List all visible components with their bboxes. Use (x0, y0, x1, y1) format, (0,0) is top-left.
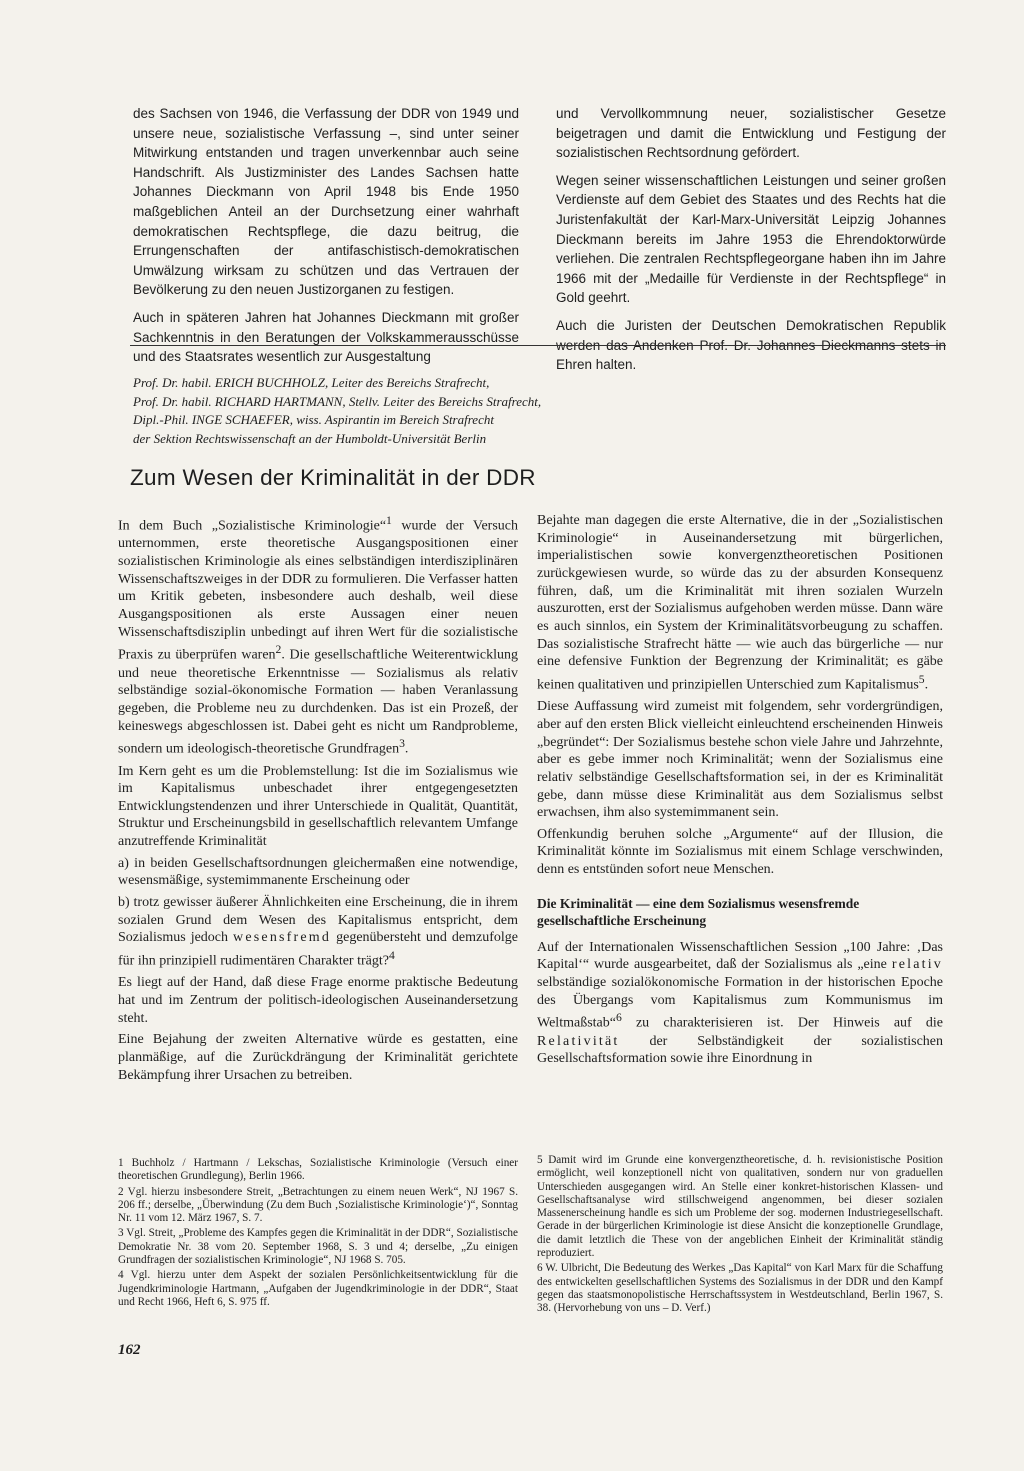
paragraph: In dem Buch „Sozialistische Kriminologie“$^1$ wurde der Versuch unternommen, erste theoretische Ausgangspositionen einer sozialistischen Kriminologie als eines selbständigen interdisziplinären Wissenschaftszweiges in der DDR zu formulieren. Die Verfasser hatten um Kritik gebeten, insbesondere auch deshalb, weil diese Ausgangspositionen als erste Aussagen einer neuen Wissenschaftsdisziplin unbedingt auf ihren Wert für die sozialistische Praxis zu überprüfen waren$^2$. Die gesellschaftliche Weiterentwicklung und neue theoretische Erkenntnisse — Sozialismus als relativ selbständige sozial-ökonomische Formation — haben Veranlassung gegeben, die Probleme neu zu durchdenken. Das ist ein Prozeß, der keineswegs abgeschlossen ist. Dabei geht es nicht um Randprobleme, sondern um ideologisch-theoretische Grundfragen$^3$. (118, 514, 519, 757)
author-line: der Sektion Rechtswissenschaft an der Humboldt-Universität Berlin (133, 431, 487, 447)
footnote-ref: 6 (615, 1011, 622, 1025)
paragraph: a) in beiden Gesellschaftsordnungen gleichermaßen eine notwendige, wesensmäßige, systemimmanente Erscheinung oder (118, 855, 518, 889)
footnote-ref: 3 (399, 737, 405, 751)
emphasized-word: Relativität (537, 1033, 620, 1049)
paragraph: Eine Bejahung der zweiten Alternative würde es gestatten, eine planmäßige, auf die Zurückdrängung der Kriminalität gerichtete Bekämpfung ihrer Ursachen zu betreiben. (118, 1032, 518, 1083)
footnote-ref: 5 (918, 672, 925, 686)
page-number: 162 (118, 1342, 141, 1358)
emphasized-word: relativ (891, 957, 943, 973)
footnotes-left (118, 1157, 518, 1309)
article-left-column (118, 512, 518, 1084)
footnote-ref: 2 (275, 643, 282, 657)
article-title: Zum Wesen der Kriminalität in der DDR (130, 465, 536, 490)
paragraph: Im Kern geht es um die Problemstellung: Ist die im Sozialismus wie im Kapitalismus unbeschadet ihrer entgegengesetzten Entwicklungstendenzen und ihrer Unterschiede in Qualität, Quantität, Struktur und Erscheinungsbild in gesellschaftlich relevantem Umfange anzutreffende Kriminalität (118, 763, 518, 850)
paragraph: b) trotz gewisser äußerer Ähnlichkeiten eine Erscheinung, die in ihrem sozialen Grund dem Wesen des Kapitalismus entspricht, dem Sozialismus jedoch wesensfremd gegenübersteht und demzufolge für ihn prinzipiell rudimentären Charakter trägt?$^4$ (118, 895, 518, 969)
footnote: 3 Vgl. Streit, „Probleme des Kampfes gegen die Kriminalität in der DDR“, Sozialistische Demokratie Nr. 38 vom 20. September 1968, S. 3 und 4; derselbe, „Zu einigen Grundfragen der sozialistischen Kriminologie“, NJ 1968 S. 705. (118, 1227, 518, 1267)
paragraph: Es liegt auf der Hand, daß diese Frage enorme praktische Bedeutung hat und im Zentrum der politisch-ideologischen Auseinandersetzung steht. (118, 975, 518, 1026)
paragraph: und Vervollkommnung neuer, sozialistischer Gesetze beigetragen und damit die Entwicklung und Festigung der sozialistischen Rechtsordnung gefördert. (556, 106, 946, 161)
author-line: Prof. Dr. habil. RICHARD HARTMANN, Stellv. Leiter des Bereichs Strafrecht, (133, 393, 542, 409)
footnote: 5 Damit wird im Grunde eine konvergenztheoretische, d. h. revisionistische Position ermöglicht, weil konzeptionell nicht von qualitativen, sondern nur von graduellen Unterschieden ausgegangen wird. An Stelle einer konkret-historischen Klassen- und Gesellschaftsanalyse wird stillschweigend angenommen, bei dieser sozialen Massenerscheinung handle es sich um Probleme der sog. modernen Industriegesellschaft. Gerade in der bürgerlichen Kriminologie ist diese Ansicht die konzeptionelle Grundlage, die damit letztlich die These von der angeblichen Einheit der Kriminalität ständig reproduziert. (537, 1154, 943, 1260)
footnote: 6 W. Ulbricht, Die Bedeutung des Werkes „Das Kapital“ von Karl Marx für die Schaffung des entwickelten gesellschaftlichen Systems des Sozialismus in der DDR und den Kampf gegen das staatsmonopolistische Herrschaftssystem in Westdeutschland, Berlin 1967, S. 38. (Hervorhebung von uns – D. Verf.) (537, 1262, 943, 1315)
section-divider (130, 345, 946, 346)
author-line: Dipl.-Phil. INGE SCHAEFER, wiss. Aspirantin im Bereich Strafrecht (133, 412, 494, 428)
footnote: 4 Vgl. hierzu unter dem Aspekt der sozialen Persönlichkeitsentwicklung für die Jugendkriminologie Hartmann, „Aufgaben der Jugendkriminologie in der DDR“, Staat und Recht 1966, Heft 6, S. 975 ff. (118, 1269, 518, 1308)
paragraph: Bejahte man dagegen die erste Alternative, die in der „Sozialistischen Kriminologie“ in Auseinandersetzung mit bürgerlichen, imperialistischen sowie konvergenztheoretischen Positionen zurückgewiesen wurde, so würde das zu der absurden Konsequenz führen, daß, um die Kriminalität mit ihren sozialen Wurzeln auszurotten, erst der Sozialismus aufgehoben werden müsse. Dann wäre es auch sinnlos, ein System der Kriminalitätsvorbeugung zu schaffen. Das sozialistische Strafrecht hätte — wie auch das bürgerliche — nur eine defensive Funktion der Begrenzung der Kriminalität; es gäbe keinen qualitativen und prinzipiellen Unterschied zum Kapitalismus$^5$. (537, 513, 943, 693)
author-line: Prof. Dr. habil. ERICH BUCHHOLZ, Leiter des Bereichs Strafrecht, (133, 375, 490, 390)
previous-article-right-column (556, 104, 946, 375)
emphasized-word: wesensfremd (233, 930, 332, 946)
article-right-column (537, 512, 943, 1068)
paragraph: Wegen seiner wissenschaftlichen Leistungen und seiner großen Verdienste auf dem Gebiet des Staates und des Rechts hat die Juristenfakultät der Karl-Marx-Universität Leipzig Johannes Dieckmann bereits im Jahre 1953 die Ehrendoktorwürde verliehen. Die zentralen Rechtspflegeorgane haben ihn im Jahre 1966 mit der „Medaille für Verdienste in der Rechtspflege“ in Gold geehrt. (556, 172, 946, 306)
footnote-ref: 1 (386, 514, 392, 527)
paragraph: Auch in späteren Jahren hat Johannes Dieckmann mit großer Sachkenntnis in den Beratungen der Volkskammerausschüsse und des Staatsrates wesentlich zur Ausgestaltung (133, 309, 519, 365)
previous-article-left-column (133, 104, 519, 367)
paragraph: Offenkundig beruhen solche „Argumente“ auf der Illusion, die Kriminalität könnte im Sozialismus mit einem Schlage verschwinden, denn es entstünden sofort neue Menschen. (537, 826, 943, 878)
paragraph: Diese Auffassung wird zumeist mit folgendem, sehr vordergründigen, aber auf den ersten Blick vielleicht einleuchtend erscheinenden Hinweis „begründet“: Der Sozialismus bestehe schon viele Jahre und Jahrzehnte, aber es gebe immer noch Kriminalität; wenn der Sozialismus eine relativ selbständige Gesellschaftsformation sei, in der es Kriminalität gebe, dann müsse diese Kriminalität aus dem Sozialismus selbst erwachsen, ihm also systemimmanent sein. (537, 699, 943, 821)
paragraph: Auf der Internationalen Wissenschaftlichen Session „100 Jahre: ‚Das Kapital‘“ wurde ausgearbeitet, daß der Sozialismus als „eine relativ selbständige sozialökonomische Formation in der historischen Epoche des Übergangs vom Kapitalismus zum Kommunismus im Weltmaßstab“$^6$ zu charakterisieren ist. Der Hinweis auf die Relativität der Selbständigkeit der sozialistischen Gesellschaftsformation sowie ihre Einordnung in (537, 939, 943, 1067)
footnote: 1 Buchholz / Hartmann / Lekschas, Sozialistische Kriminologie (Versuch einer theoretischen Grundlegung), Berlin 1966. (118, 1157, 518, 1183)
footnote: 2 Vgl. hierzu insbesondere Streit, „Betrachtungen zu einem neuen Werk“, NJ 1967 S. 206 ff.; derselbe, „Überwindung (Zu dem Buch ‚Sozialistische Kriminologie‘)“, Sonntag Nr. 11 vom 12. März 1967, S. 7. (118, 1185, 518, 1225)
section-heading: Die Kriminalität — eine dem Sozialismus wesensfremde gesellschaftliche Erscheinung (537, 895, 860, 928)
paragraph: des Sachsen von 1946, die Verfassung der DDR von 1949 und unsere neue, sozialistische Verfassung –, sind unter seiner Mitwirkung entstanden und tragen unverkennbar auch seine Handschrift. Als Justizminister des Landes Sachsen hatte Johannes Dieckmann von April 1948 bis Ende 1950 maßgeblichen Anteil an der Durchsetzung einer wahrhaft demokratischen Rechtspflege, die dazu beitrug, die Errungenschaften der antifaschistisch-demokratischen Umwälzung wirksam zu schützen und das Vertrauen der Bevölkerung zu den neuen Justizorganen zu festigen. (133, 106, 519, 298)
footnote-ref: 4 (388, 949, 395, 963)
paragraph: Auch die Juristen der Deutschen Demokratischen Republik werden das Andenken Prof. Dr. Johannes Dieckmanns stets in Ehren halten. (556, 317, 946, 373)
author-affiliations (133, 374, 753, 449)
footnotes-right (537, 1154, 943, 1316)
